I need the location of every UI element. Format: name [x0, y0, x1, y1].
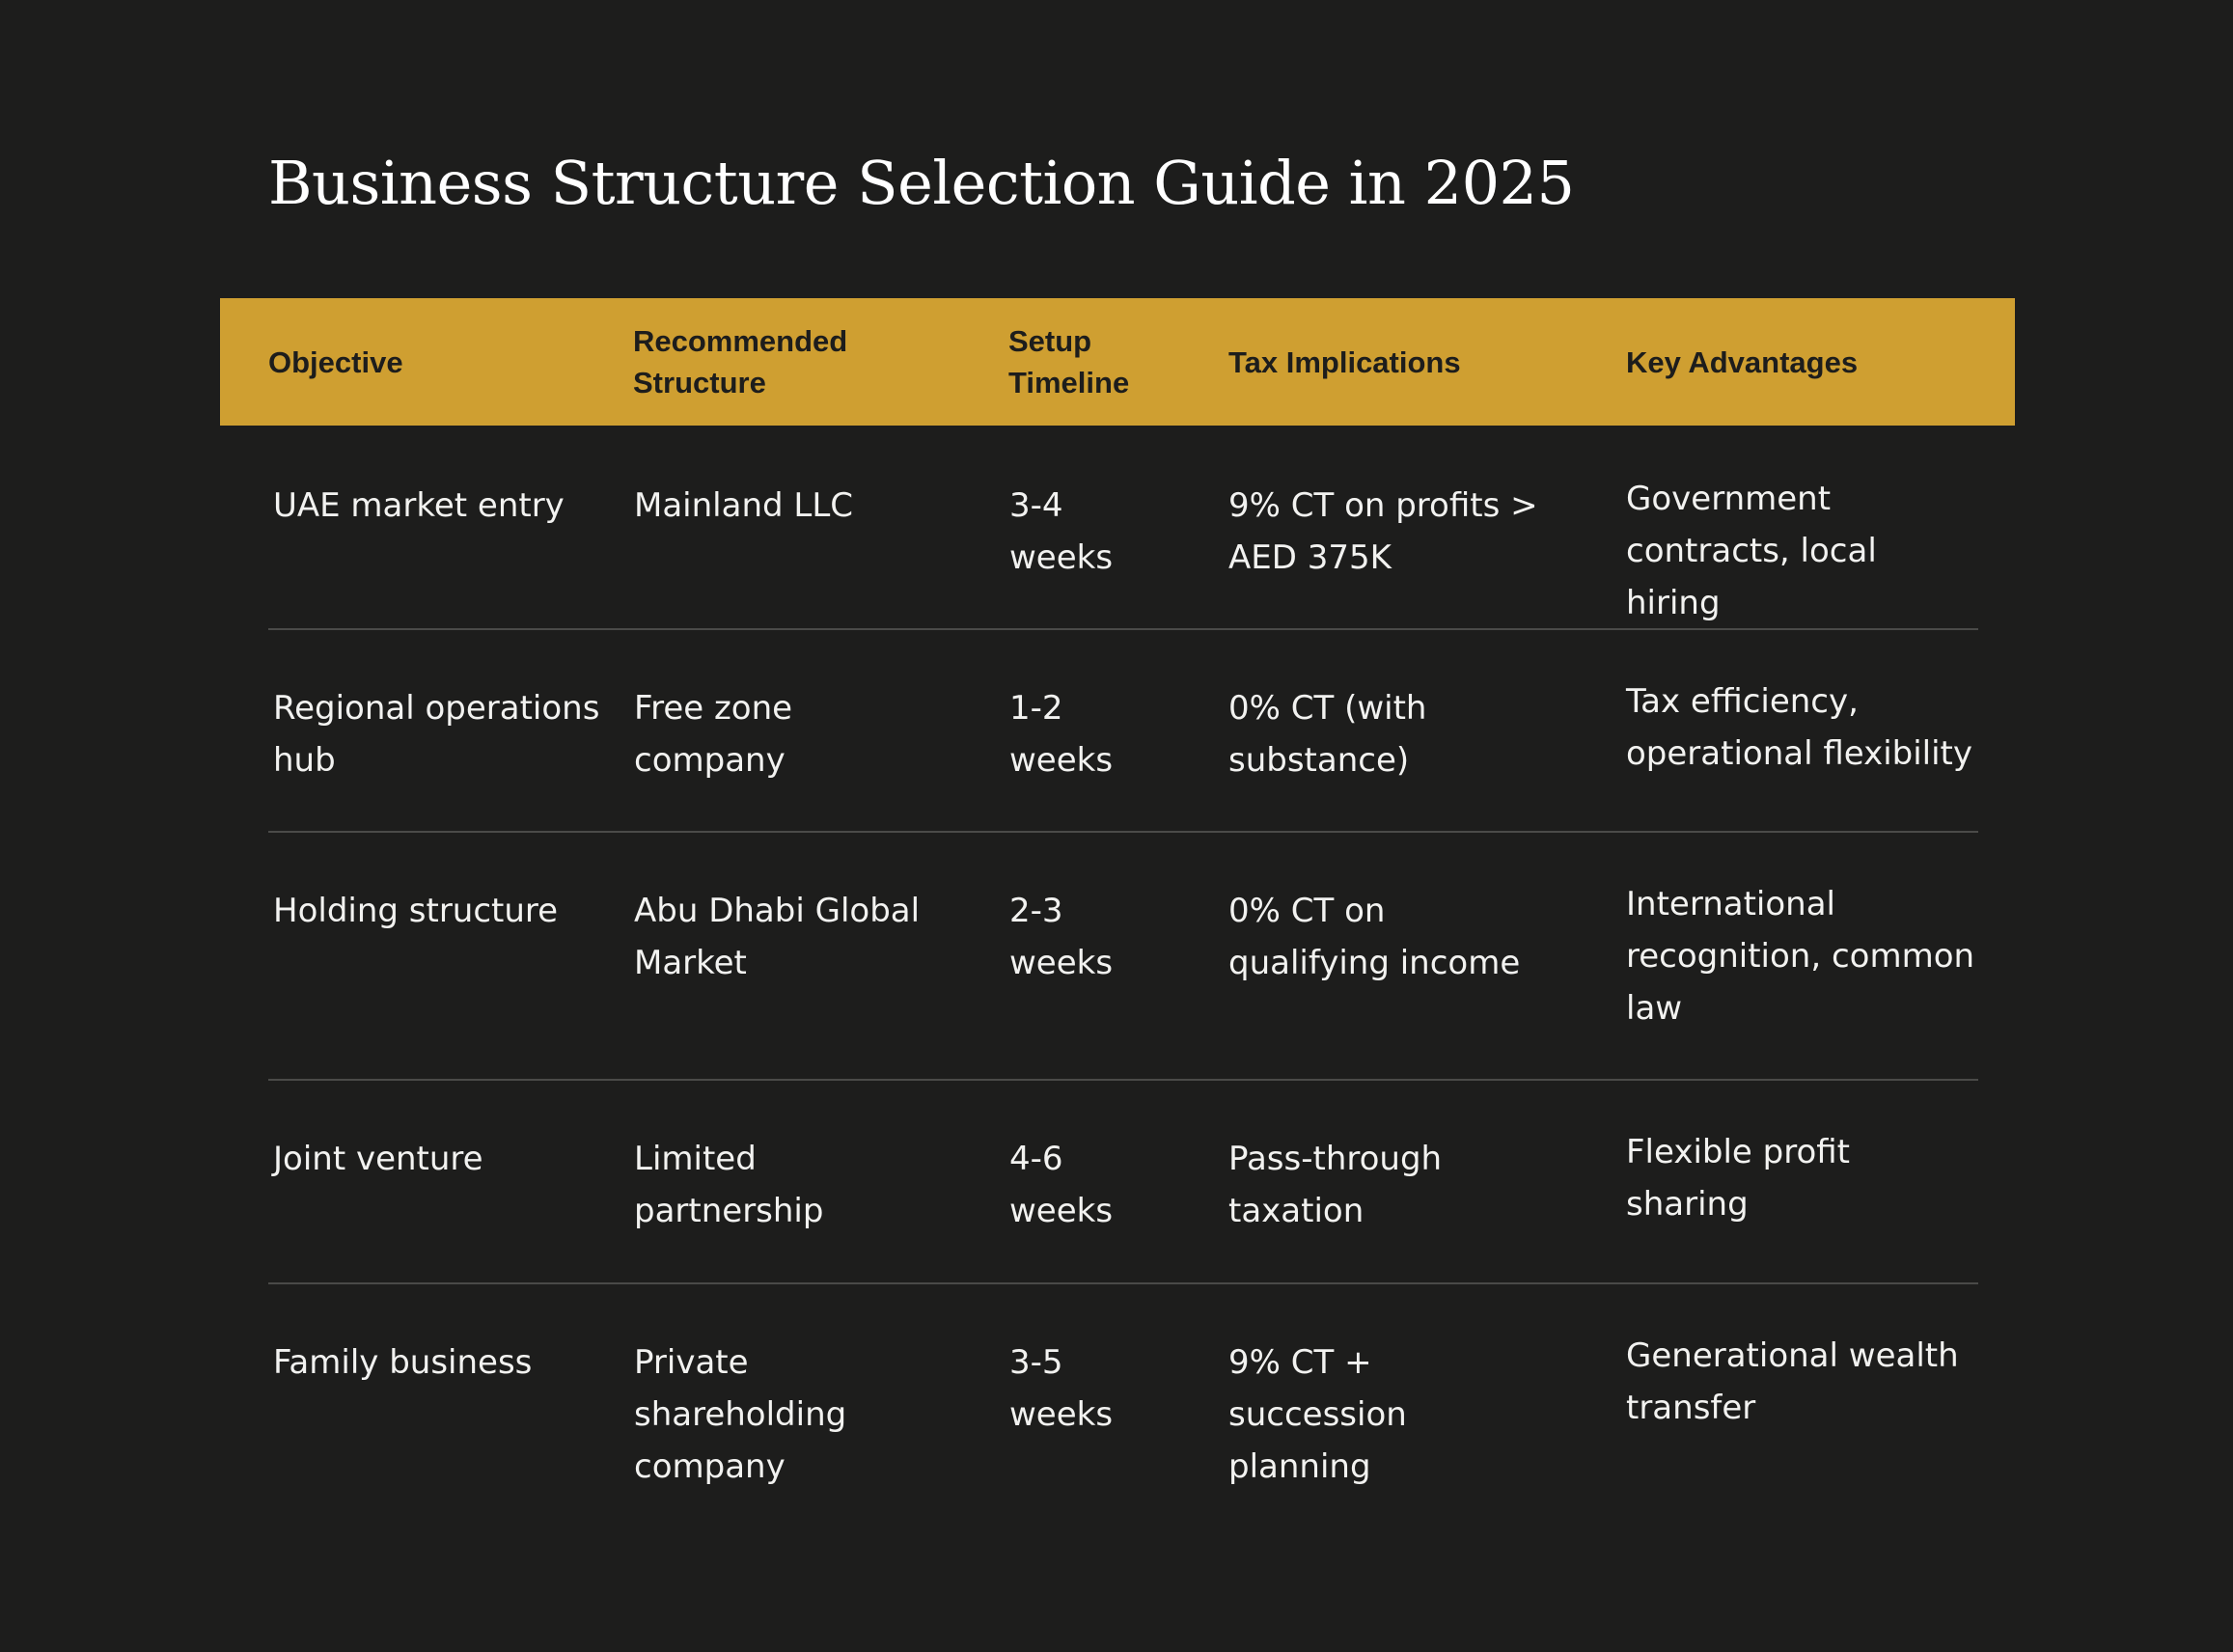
- cell-structure: Private shareholding company: [634, 1343, 847, 1486]
- cell-objective: Joint venture: [273, 1140, 483, 1178]
- table-row: [268, 831, 1978, 1081]
- cell-timeline: 1-2 weeks: [1009, 689, 1114, 780]
- cell-timeline: 4-6 weeks: [1009, 1140, 1114, 1230]
- cell-advantages: Tax efficiency, operational flexibility: [1626, 682, 1973, 773]
- cell-objective: UAE market entry: [273, 486, 565, 525]
- table-row: [268, 1079, 1978, 1284]
- cell-advantages: Generational wealth transfer: [1626, 1336, 1959, 1427]
- page-title: Business Structure Selection Guide in 2025: [268, 148, 1575, 218]
- cell-objective: Holding structure: [273, 892, 559, 930]
- cell-timeline: 3-4 weeks: [1009, 486, 1114, 577]
- cell-structure: Abu Dhabi Global Market: [634, 892, 921, 982]
- column-header-advantages: Key Advantages: [1626, 344, 1859, 379]
- cell-structure: Mainland LLC: [634, 486, 854, 525]
- column-header-objective: Objective: [268, 344, 403, 379]
- cell-tax: 9% CT + succession planning: [1228, 1343, 1407, 1486]
- cell-tax: 9% CT on profits > AED 375K: [1228, 486, 1538, 577]
- table-row: [268, 628, 1978, 833]
- cell-objective: Family business: [273, 1343, 533, 1382]
- column-header-structure: Recommended Structure: [633, 324, 848, 399]
- table-row: [268, 1284, 1978, 1535]
- cell-advantages: Government contracts, local hiring: [1626, 480, 1877, 622]
- column-header-timeline: Setup Timeline: [1008, 324, 1130, 399]
- cell-structure: Free zone company: [634, 689, 793, 780]
- cell-tax: 0% CT on qualifying income: [1228, 892, 1521, 982]
- cell-advantages: International recognition, common law: [1626, 885, 1975, 1028]
- cell-advantages: Flexible profit sharing: [1626, 1133, 1851, 1224]
- table-header: [220, 298, 2015, 426]
- cell-structure: Limited partnership: [634, 1140, 824, 1230]
- column-header-tax: Tax Implications: [1228, 344, 1461, 379]
- cell-timeline: 2-3 weeks: [1009, 892, 1114, 982]
- cell-timeline: 3-5 weeks: [1009, 1343, 1114, 1434]
- table-row: [268, 426, 1978, 630]
- cell-objective: Regional operations hub: [273, 689, 600, 780]
- cell-tax: 0% CT (with substance): [1228, 689, 1427, 780]
- cell-tax: Pass-through taxation: [1228, 1140, 1443, 1230]
